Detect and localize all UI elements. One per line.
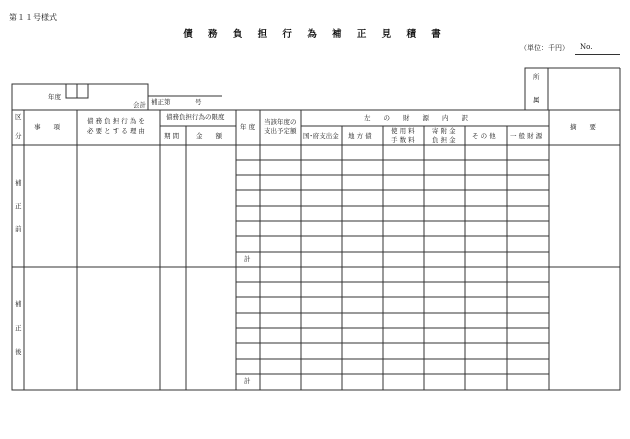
national-prefectural-header: 国･府支出金 bbox=[303, 132, 339, 140]
local-bond-header: 地 方 債 bbox=[348, 132, 372, 140]
supplement-number-label: 号 bbox=[195, 98, 202, 106]
before-supplement-char-2: 正 bbox=[15, 202, 22, 210]
after-supplement-total-label: 計 bbox=[244, 377, 251, 385]
before-supplement-char-1: 補 bbox=[15, 179, 22, 187]
planned-expense-header-line2: 支出予定額 bbox=[264, 127, 297, 135]
before-supplement-total-label: 計 bbox=[244, 255, 251, 263]
form-number: 第１１号様式 bbox=[9, 13, 57, 22]
donation-header-line2: 負 担 金 bbox=[432, 136, 456, 144]
fiscal-year-header: 年 度 bbox=[240, 123, 256, 131]
page-number-label: No. bbox=[580, 43, 593, 51]
reason-header-line1: 債 務 負 担 行 為 を bbox=[87, 117, 145, 125]
general-funds-header: 一 般 財 源 bbox=[510, 132, 543, 140]
kubun-char-2: 分 bbox=[15, 132, 22, 140]
before-supplement-char-3: 前 bbox=[15, 225, 22, 233]
amount-header: 金 額 bbox=[196, 132, 222, 140]
department-char-2: 属 bbox=[533, 96, 540, 104]
after-supplement-char-1: 補 bbox=[15, 300, 22, 308]
unit-label: （単位：千円） bbox=[520, 44, 569, 52]
department-char-1: 所 bbox=[533, 73, 540, 81]
usage-fee-header-line2: 手 数 料 bbox=[391, 136, 415, 144]
year-digit-box-1 bbox=[66, 84, 77, 98]
year-box bbox=[12, 84, 148, 110]
account-label: 会計 bbox=[133, 101, 146, 109]
item-header: 事 項 bbox=[34, 123, 60, 131]
limit-header: 債務負担行為の限度 bbox=[166, 113, 225, 121]
planned-expense-header-line1: 当該年度の bbox=[264, 118, 297, 126]
kubun-char-1: 区 bbox=[15, 113, 22, 121]
document-title: 債 務 負 担 行 為 補 正 見 積 書 bbox=[183, 29, 447, 40]
year-digit-box-2 bbox=[77, 84, 88, 98]
funding-breakdown-header: 左 の 財 源 内 訳 bbox=[364, 114, 468, 122]
donation-header-line1: 寄 附 金 bbox=[432, 127, 456, 135]
year-label: 年度 bbox=[48, 93, 61, 101]
period-header: 期 間 bbox=[164, 132, 180, 140]
usage-fee-header-line1: 使 用 料 bbox=[391, 127, 415, 135]
supplement-label: 補正第 bbox=[151, 98, 171, 106]
after-supplement-char-2: 正 bbox=[15, 324, 22, 332]
remarks-header: 摘 要 bbox=[570, 123, 596, 131]
other-header: そ の 他 bbox=[472, 132, 496, 140]
after-supplement-char-3: 後 bbox=[15, 348, 22, 356]
reason-header-line2: 必 要 と す る 理 由 bbox=[87, 127, 145, 135]
